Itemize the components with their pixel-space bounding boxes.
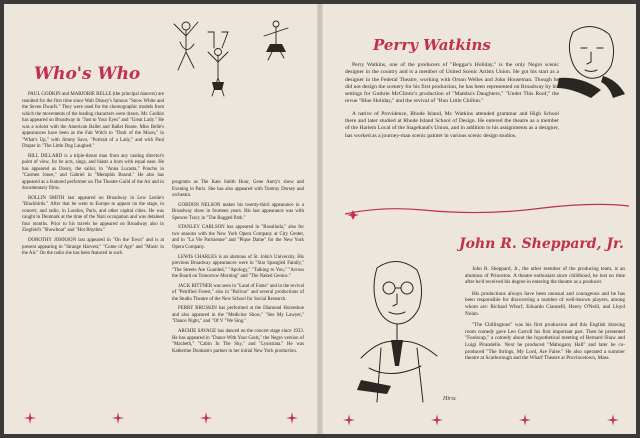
star-ornament-icon	[24, 412, 36, 424]
program-spread	[4, 4, 636, 434]
bio-paragraph: LEWIS CHARLES is an alumnus of St. John's University. His previous Broadway appearances were in "Star Spangled Family," "The Streets Are Guarded," "Apology," "Talking to You," "Across the Board on Tomorrow Morning" and "The Naked Genius."	[172, 254, 304, 280]
john-sheppard-title: John R. Sheppard, Jr.	[459, 236, 624, 252]
watkins-portrait-sketch	[551, 18, 631, 100]
whos-who-title: Who's Who	[34, 64, 141, 84]
bio-paragraph: JACK BITTNER was seen in "Land of Fame" and in the revival of "Petrified Forest," also in "Bolivar" and several productions of the Studio Theatre of the New School for Social Research.	[172, 283, 304, 302]
right-page	[323, 4, 636, 434]
bio-paragraph: Perry Watkins, one of the producers of "Beggar's Holiday," is the only Negro scenic designer in the country and is a member of United Scenic Artists Union. He got his start as a designer in the Federal Theatre, working with Orson Welles and John Houseman. Though he did not design the scenery for his first production, he has been represented on Broadway by his settings for Guthrie McClintic's production of "Mamba's Daughters," "Under This Roof," the revue "Blue Holiday," and the revival of "Run Little Chillun."	[345, 62, 559, 105]
bio-paragraph: "The Chillingtons" was his first production and this English drawing room comedy gave Leo Carroll his first important part. Then he presented "Foolscap," a comedy about the hypothetical meeting of Bernard Shaw and Luigi Pirandello. Next he produced "Mahogany Hall" and later he co-produced "The Strings, My Lord, Are False." He also operated a summer theatre at Scarborough and the Wharf Theatre at Provincetown, Mass.	[465, 322, 625, 362]
sheppard-bio	[465, 266, 625, 367]
star-ornament-icon	[286, 412, 298, 424]
star-ornament-icon	[343, 414, 355, 426]
bio-paragraph: programs as The Kate Smith Hour, Gene Autry's show and Evening in Paris. She has also appeared with Tommy Dorsey and orchestra.	[172, 180, 304, 198]
watkins-bio	[345, 62, 559, 145]
star-ornament-icon	[431, 414, 443, 426]
star-ornament-icon	[200, 412, 212, 424]
bio-paragraph: ARCHIE SAVAGE has danced on the concert stage since 1933. He has appeared in "Dance With Your Gods," the Negro version of "Macbeth," "Cabin In The Sky," and "Lysistrata." He was Katherine Dunham's partner in her initial New York production.	[172, 329, 304, 354]
bio-paragraph: A native of Providence, Rhode Island, Mr. Watkins attended grammar and High School there and later studied at Rhode Island School of Design. He entered the theatre as a member of the Harlem Local of the Stagehand's Union, and in addition to his assignments as a designer, has worked as a journey-man scenic painter in various scenic design studios.	[345, 110, 559, 139]
bio-paragraph: John R. Sheppard, Jr., the other member of the producing team, is an alumnus of Princeton. A theatre enthusiast since childhood, he lost no time after he'd received his degree in entering the theatre as a producer.	[465, 266, 625, 286]
left-column-2	[172, 180, 304, 358]
sheppard-portrait-sketch	[341, 248, 456, 408]
bio-paragraph: BILL DILLARD is a triple-threat man from any casting director's point of view, for he acts, sings, and blasts a horn with equal ease. He has appeared as Doory, the sailor, in "Anna Lucasta," Poncho in "Carmen Jones," and Gabriel in "Memphis Bound." He also has appeared as a featured performer on The Theatre Guild of the Air and in documentary films.	[22, 153, 164, 192]
dancer-sketch-small	[256, 16, 296, 66]
bio-paragraph: His productions always have been unusual and courageous and he has been responsible for discovering a number of well-known players, among whom are: Richard Whorf, Eduardo Ciannelli, Henry O'Neill, and Lloyd Nolan.	[465, 290, 625, 317]
bio-paragraph: GORDON NELSON makes his twenty-third appearance in a Broadway show in fourteen years. His last appearance was with Spencer Tracy in "The Rugged Path."	[172, 202, 304, 221]
perry-watkins-title: Perry Watkins	[373, 36, 491, 54]
bio-paragraph: ROLLIN SMITH last appeared on Broadway in Lew Leslie's "Blackbirds." After that he went to Europe to appear on the stage, in concert, and radio, in London, Paris, and other capital cities. He was caught in Denmark at the time of the Nazi occupation and was detained four months. Prior to his travels he appeared on Broadway also in Ziegfeld's "Showboat" and "Hot Rhythm."	[22, 195, 164, 234]
star-ornament-icon	[607, 414, 619, 426]
decorative-flourish	[343, 196, 633, 226]
star-ornament-icon	[112, 412, 124, 424]
star-ornament-icon	[519, 414, 531, 426]
dancers-sketch	[164, 12, 244, 104]
bio-paragraph: DOROTHY JOHNSON last appeared in "On the Town" and is at present appearing in "Strange Harvest," "Come of Age" and "Music in the Air." On the radio she has been featured in such	[22, 238, 164, 257]
bio-paragraph: PAUL GODKIN and MARJORIE BELLE (the principal dancers) are reunited for the first time since Walt Disney's famous "Snow White and the Seven Dwarfs." They were used for the choreographic models from which the movements of the leading characters were drawn. Mr. Godkin has appeared on Broadway in "Just to Your Eyes" and "Great Lady." He was a soloist with the American Ballet and Ballet Russe. Miss Belle's appearances have been as the Fair Witch to "Dark of the Moon," in "What's Up," with Jimmy Savo, "Portrait of a Lady," and with Paul Draper in "The Little Dog Laughed."	[22, 92, 164, 149]
artist-signature: Hirsc	[443, 396, 457, 402]
bio-paragraph: STANLEY CARLSON has appeared in "Rosalinda," also for two seasons with the New York Opera Company at City Center, and in "La Vie Parisienne" and "Pique Dame" for the New York Opera Company.	[172, 225, 304, 250]
left-page	[4, 4, 317, 434]
bio-paragraph: PERRY BRUSKIN has performed at the Diamond Horseshoe and also appeared in the "Medicine Show," "See My Lawyer," "Dance Night," and "Of V "We Sing."	[172, 306, 304, 325]
left-column-1	[22, 92, 164, 261]
